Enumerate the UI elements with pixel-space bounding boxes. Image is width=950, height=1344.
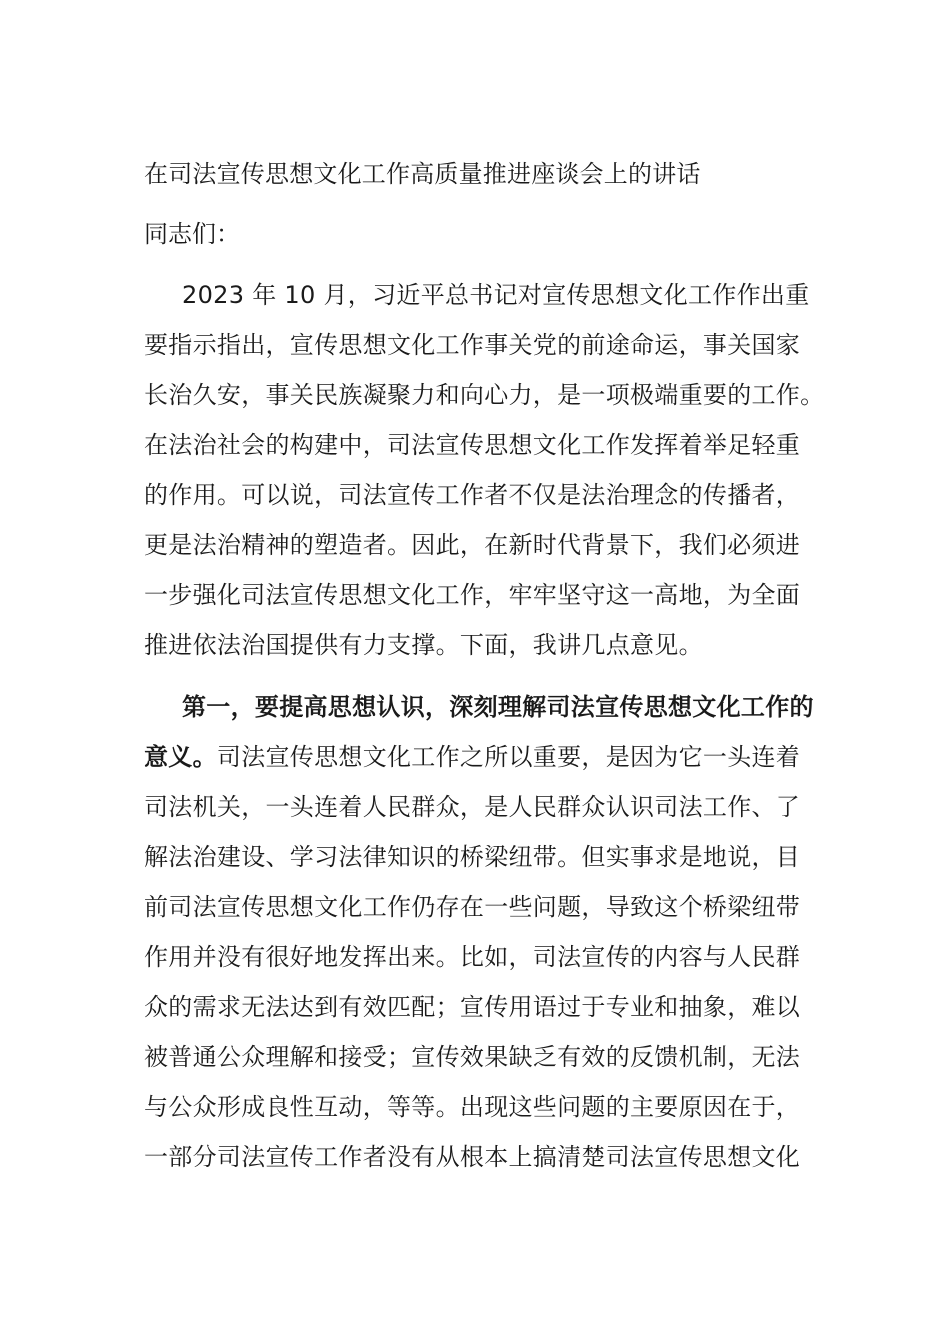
salutation: 同志们：	[144, 220, 240, 248]
paragraph-line: 与公众形成良性互动，等等。出现这些问题的主要原因在于，	[144, 1093, 801, 1121]
section-heading: 第一，要提高思想认识，深刻理解司法宣传思想文化工作的	[182, 693, 814, 721]
paragraph-text: 司法宣传思想文化工作之所以重要，是因为它一头连着	[216, 743, 801, 771]
paragraph-line: 前司法宣传思想文化工作仍存在一些问题，导致这个桥梁纽带	[144, 893, 801, 921]
paragraph-line: 被普通公众理解和接受；宣传效果缺乏有效的反馈机制，无法	[144, 1043, 801, 1071]
paragraph-line: 2023 年 10 月，习近平总书记对宣传思想文化工作作出重	[182, 281, 810, 309]
document-body	[144, 150, 825, 1182]
paragraph-line: 司法机关，一头连着人民群众，是人民群众认识司法工作、了	[144, 793, 801, 821]
paragraph-line: 在法治社会的构建中，司法宣传思想文化工作发挥着举足轻重	[144, 431, 801, 459]
paragraph-line: 推进依法治国提供有力支撑。下面，我讲几点意见。	[144, 631, 703, 659]
paragraph-line: 作用并没有很好地发挥出来。比如，司法宣传的内容与人民群	[144, 943, 801, 971]
paragraph-line: 更是法治精神的塑造者。因此，在新时代背景下，我们必须进	[144, 531, 801, 559]
paragraph-line: 众的需求无法达到有效匹配；宣传用语过于专业和抽象，难以	[144, 993, 801, 1021]
paragraph-line: 一部分司法宣传工作者没有从根本上搞清楚司法宣传思想文化	[144, 1143, 801, 1171]
document-title: 在司法宣传思想文化工作高质量推进座谈会上的讲话	[144, 160, 701, 188]
section-heading-end: 意义。	[144, 743, 217, 771]
paragraph-intro	[144, 270, 825, 670]
paragraph-line: 一步强化司法宣传思想文化工作，牢牢坚守这一高地，为全面	[144, 581, 801, 609]
paragraph-point-one	[144, 682, 816, 1182]
paragraph-line: 长治久安，事关民族凝聚力和向心力，是一项极端重要的工作。	[144, 381, 825, 409]
paragraph-line: 的作用。可以说，司法宣传工作者不仅是法治理念的传播者，	[144, 481, 801, 509]
paragraph-line	[144, 732, 816, 782]
paragraph-line: 解法治建设、学习法律知识的桥梁纽带。但实事求是地说，目	[144, 843, 801, 871]
paragraph-line: 要指示指出，宣传思想文化工作事关党的前途命运，事关国家	[144, 331, 801, 359]
